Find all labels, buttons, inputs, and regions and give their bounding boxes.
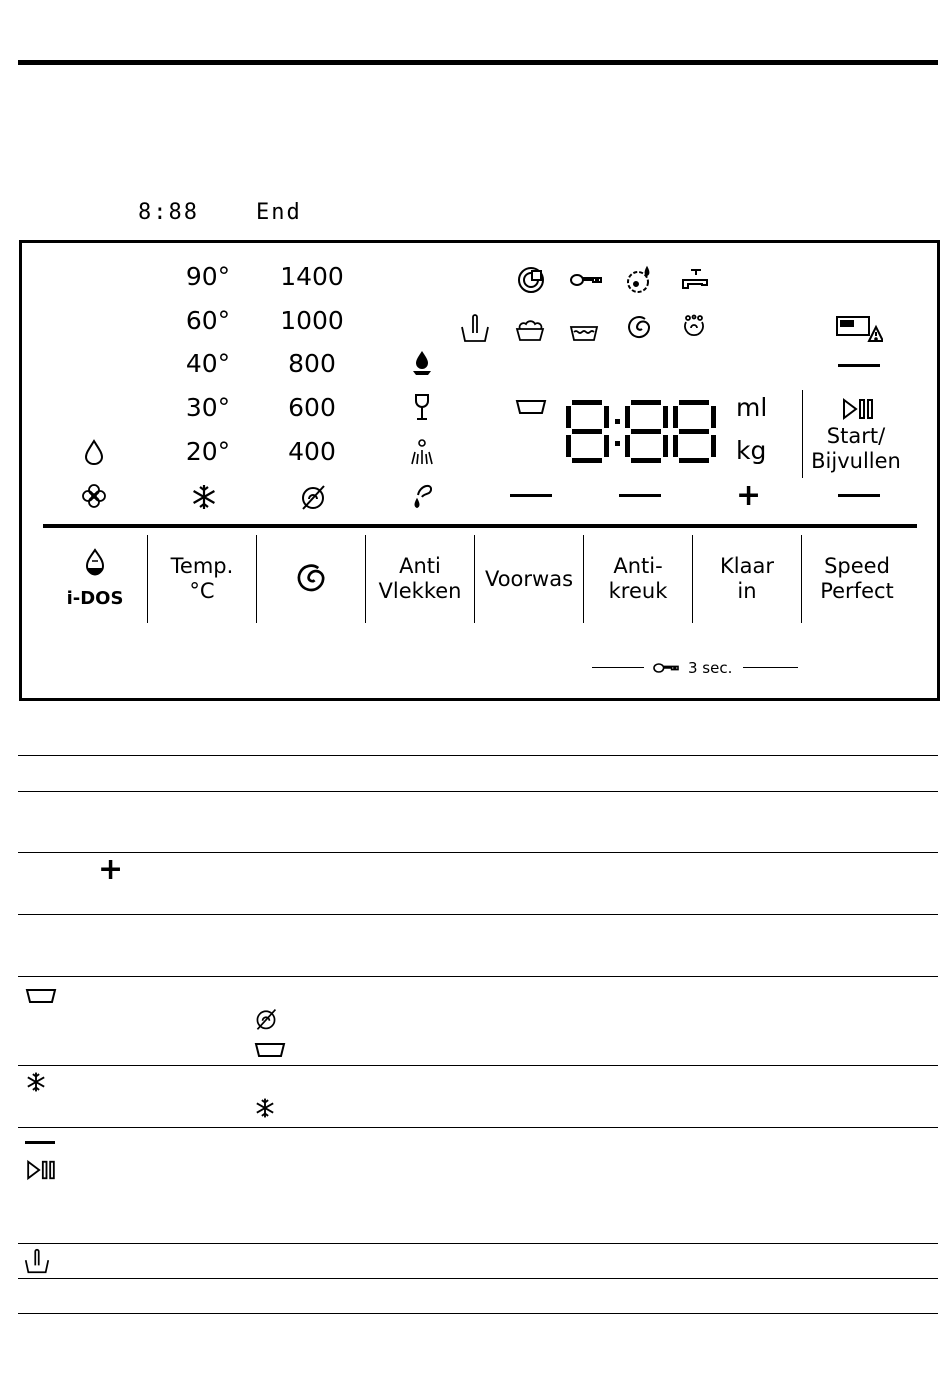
start-label-line1: Start/	[826, 424, 886, 448]
table-dash-symbol	[25, 1141, 55, 1144]
snowflake-icon	[189, 482, 219, 512]
plus-symbol: +	[736, 478, 762, 513]
temp-40: 40°	[185, 349, 231, 378]
table-snowflake-icon	[24, 1070, 48, 1094]
tub-icon	[514, 396, 548, 418]
grass-icon	[408, 437, 436, 467]
play-pause-icon	[840, 396, 876, 422]
speed-perfect-label-2: Perfect	[820, 579, 894, 603]
panel-divider	[43, 524, 917, 528]
temp-button[interactable]	[148, 535, 256, 623]
temp-label-2: °C	[189, 579, 215, 603]
table-line	[18, 1243, 938, 1244]
flower-icon	[80, 482, 108, 510]
klaar-in-label-2: in	[737, 579, 757, 603]
spin-1000: 1000	[280, 306, 344, 335]
lock-hint-line-left	[592, 667, 644, 668]
key-icon	[568, 266, 604, 294]
lock-hint-line-right	[743, 667, 798, 668]
display-example-end: End	[256, 200, 302, 225]
table-hand-wash-icon	[22, 1247, 52, 1275]
temp-30: 30°	[185, 393, 231, 422]
temp-90: 90°	[185, 262, 231, 291]
display-example-time: 8:88	[138, 200, 199, 225]
wine-glass-icon	[408, 392, 436, 422]
temp-60: 60°	[185, 306, 231, 335]
temp-20: 20°	[185, 437, 231, 466]
spin-1400: 1400	[280, 262, 344, 291]
basin-water-icon	[567, 312, 601, 344]
antikreuk-label-1: Anti-	[613, 554, 663, 578]
spin-button-icon	[294, 562, 328, 596]
temp-label-1: Temp.	[170, 554, 234, 578]
voorwas-label: Voorwas	[484, 566, 574, 591]
speed-perfect-button[interactable]	[802, 535, 912, 623]
speed-perfect-label-1: Speed	[824, 554, 890, 578]
drop-icon	[80, 438, 108, 466]
spin-600: 600	[288, 393, 336, 422]
start-label	[806, 424, 906, 474]
table-line	[18, 1127, 938, 1128]
spin-button[interactable]	[257, 535, 365, 623]
table-no-spin-icon	[253, 1006, 279, 1032]
stain-spin-icon	[624, 265, 656, 295]
unit-ml: ml	[736, 393, 768, 422]
anti-vlekken-button[interactable]	[366, 535, 474, 623]
anti-vlekken-label-2: Vlekken	[378, 579, 462, 603]
tap-icon	[678, 265, 712, 295]
stain-drop-icon	[408, 480, 436, 510]
table-line	[18, 914, 938, 915]
table-tub-icon	[24, 986, 58, 1006]
spin-400: 400	[288, 437, 336, 466]
klaar-in-label-1: Klaar	[720, 554, 774, 578]
lock-hint-text: 3 sec.	[688, 659, 733, 677]
antikreuk-button[interactable]	[584, 535, 692, 623]
spin-bubbles-icon	[678, 312, 710, 344]
anti-vlekken-label-1: Anti	[399, 554, 441, 578]
idos-icon	[83, 548, 107, 578]
start-separator	[802, 390, 803, 478]
table-tub-icon-2	[253, 1040, 287, 1060]
table-plus-symbol: +	[98, 852, 124, 887]
top-rule	[18, 60, 938, 65]
klaar-in-button[interactable]	[693, 535, 801, 623]
dash-3	[838, 494, 880, 497]
table-line	[18, 1313, 938, 1314]
table-line	[18, 1278, 938, 1279]
door-warning-icon	[834, 310, 884, 344]
table-play-pause-icon	[24, 1158, 58, 1182]
start-label-line2: Bijvullen	[811, 449, 901, 473]
table-line	[18, 1065, 938, 1066]
door-warning-dash	[838, 364, 880, 367]
drop-with-bowl-icon	[408, 348, 436, 378]
drum-clean-icon	[515, 265, 547, 295]
table-line	[18, 791, 938, 792]
no-spin-icon	[298, 482, 328, 512]
dash-1	[510, 494, 552, 497]
table-line	[18, 852, 938, 853]
dash-2	[619, 494, 661, 497]
table-line	[18, 755, 938, 756]
table-line	[18, 976, 938, 977]
spin-800: 800	[288, 349, 336, 378]
idos-label: i-DOS	[66, 587, 124, 609]
antikreuk-label-2: kreuk	[608, 579, 668, 603]
idos-button[interactable]	[43, 535, 147, 623]
table-snowflake-icon-2	[253, 1096, 277, 1120]
lock-key-icon	[650, 658, 682, 678]
basin-foam-icon	[513, 312, 547, 344]
hand-wash-icon	[458, 312, 492, 344]
voorwas-button[interactable]	[475, 535, 583, 623]
spin-icon	[623, 312, 655, 344]
unit-kg: kg	[736, 436, 767, 465]
